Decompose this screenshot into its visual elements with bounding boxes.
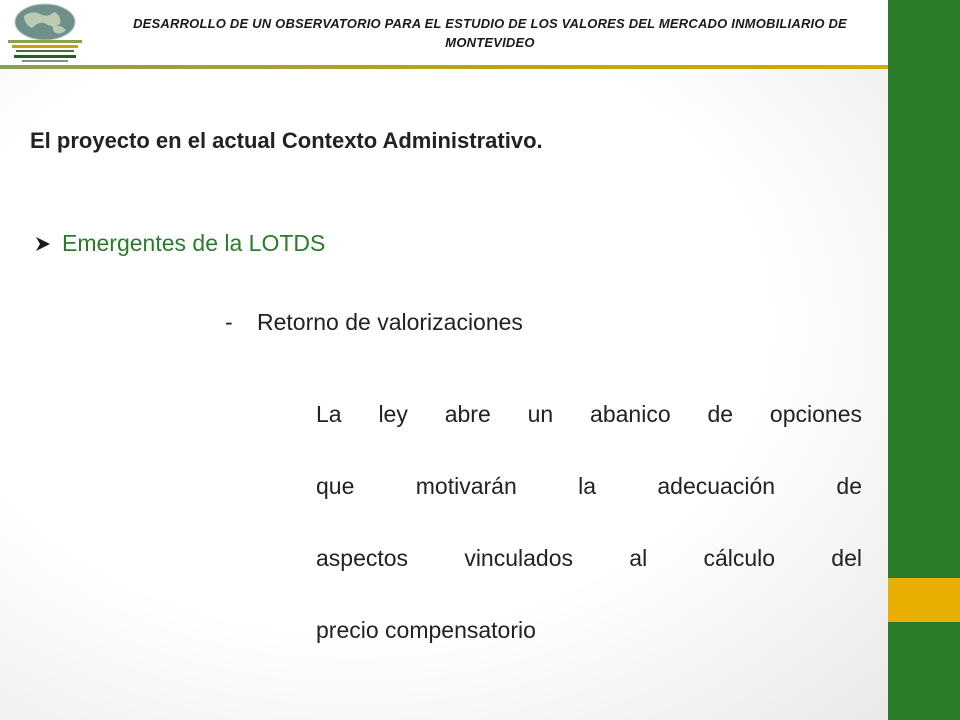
paragraph-line: aspectos vinculados al cálculo del [316, 545, 862, 571]
sub-item-dash: - [225, 309, 233, 335]
header-title: DESARROLLO DE UN OBSERVATORIO PARA EL ESTUDIO DE LOS VALORES DEL MERCADO INMOBILIARIO DE MONTEVIDEO [133, 16, 847, 50]
arrow-bullet-icon [34, 235, 52, 253]
congress-globe-logo [2, 2, 88, 64]
body-paragraph [316, 378, 862, 666]
paragraph-line: precio compensatorio [316, 617, 536, 643]
header-divider [0, 65, 888, 69]
bullet-item [34, 230, 325, 257]
right-accent-bar-green [888, 0, 960, 578]
bullet-text: Emergentes de la LOTDS [62, 230, 326, 256]
paragraph-line: que motivarán la adecuación de [316, 473, 862, 499]
sub-item [225, 309, 523, 336]
slide-header [0, 0, 888, 66]
sub-item-text: Retorno de valorizaciones [257, 309, 523, 335]
right-accent-bar-green-bottom [888, 622, 960, 720]
right-accent-bar-gold [888, 578, 960, 622]
paragraph-line: La ley abre un abanico de opciones [316, 401, 862, 427]
slide-heading: El proyecto en el actual Contexto Administrativo. [30, 128, 543, 153]
